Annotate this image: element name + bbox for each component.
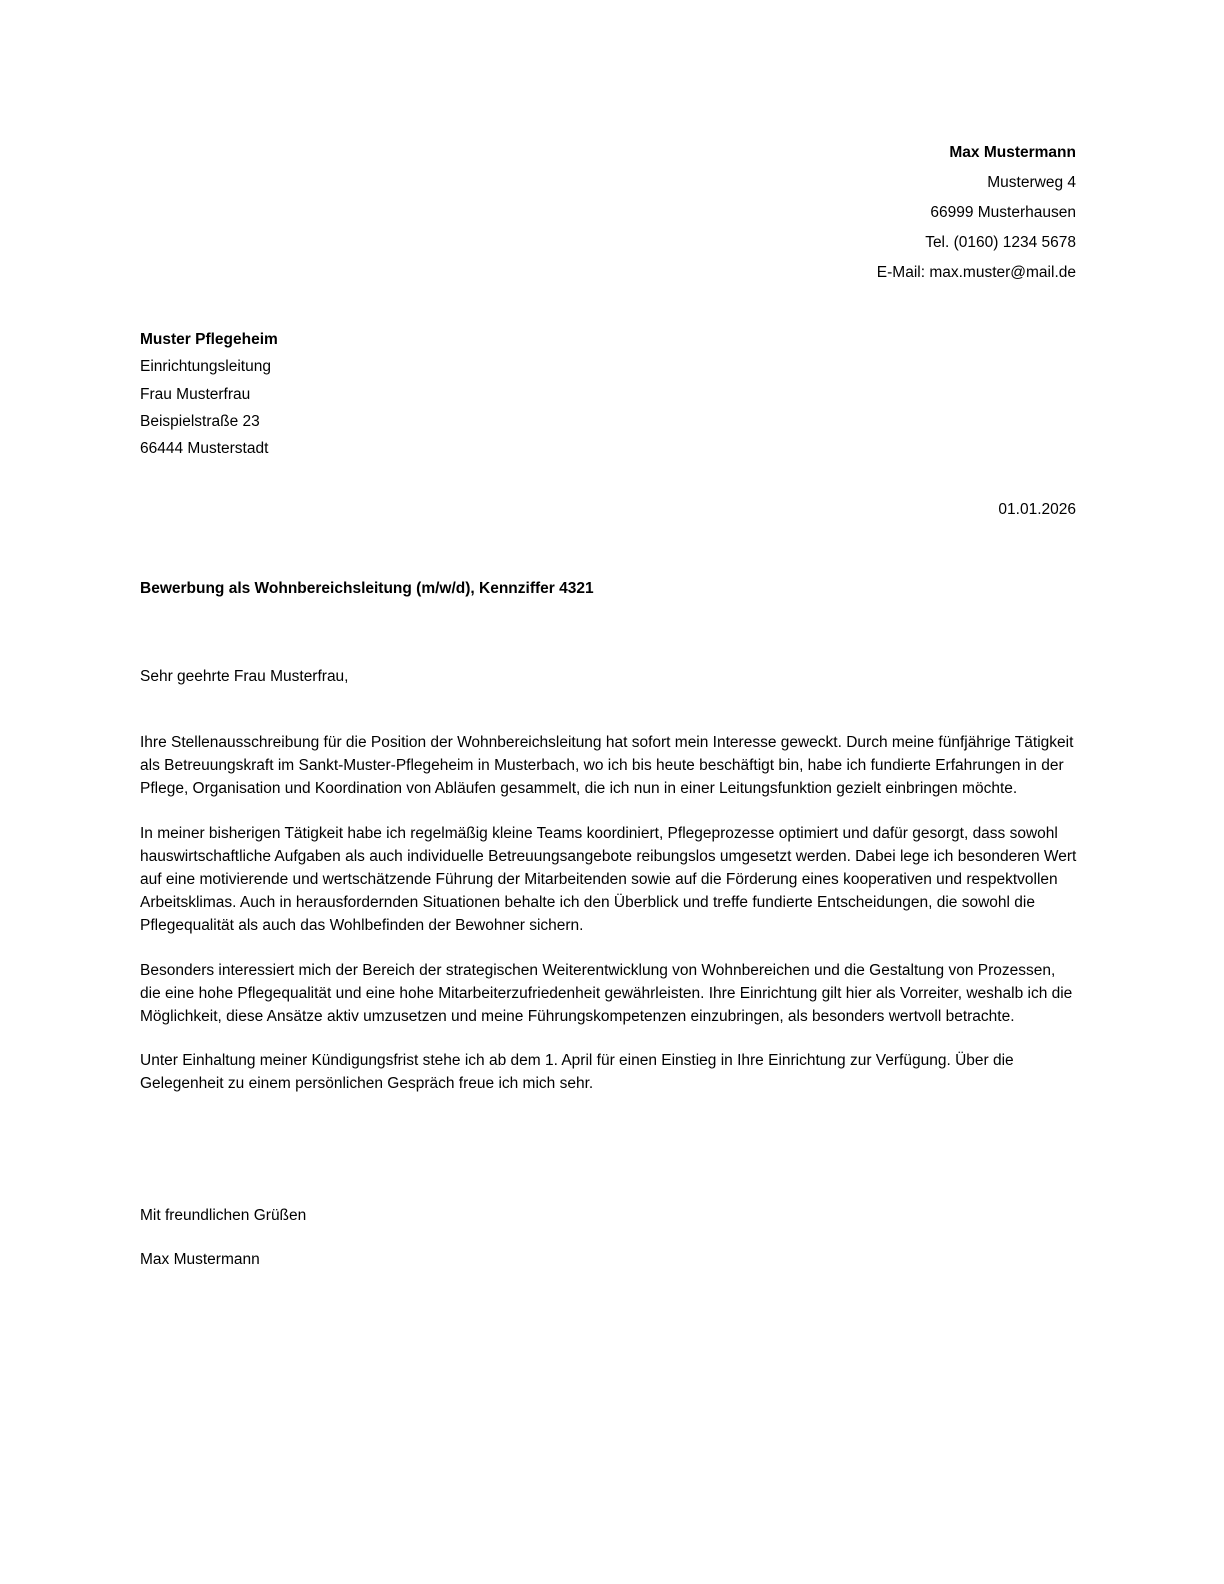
sender-phone: Tel. (0160) 1234 5678 (925, 234, 1076, 251)
letter-salutation: Sehr geehrte Frau Musterfrau, (140, 668, 349, 685)
body-paragraph-2: In meiner bisherigen Tätigkeit habe ich regelmäßig kleine Teams koordiniert, Pflegeprozesse optimiert und dafür gesorgt, dass sowohl hauswirtschaftliche Aufgaben als auch individuelle Betreuungsangebote reibungslos umgesetzt werden. Dabei lege ich besonderen Wert auf eine motivierende und wertschätzende Führung der Mitarbeitenden sowie auf die Förderung eines kooperativen und respektvollen Arbeitsklimas. Auch in herausfordernden Situationen behalte ich den Überblick und treffe fundierte Entscheidungen, die sowohl die Pflegequalität als auch das Wohlbefinden der Bewohner sichern. (140, 824, 1077, 935)
body-paragraph-3: Besonders interessiert mich der Bereich der strategischen Weiterentwicklung von Wohnbereichen und die Gestaltung von Prozessen, die eine hohe Pflegequalität und eine hohe Mitarbeiterzufriedenheit gewährleisten. Ihre Einrichtung gilt hier als Vorreiter, weshalb ich die Möglichkeit, diese Ansätze aktiv umzusetzen und meine Führungskompetenzen einzubringen, als besonders wertvoll betrachte. (140, 961, 1073, 1026)
recipient-city: 66444 Musterstadt (140, 440, 269, 458)
signature-name: Max Mustermann (140, 1251, 260, 1269)
body-paragraph-1: Ihre Stellenausschreibung für die Position der Wohnbereichsleitung hat sofort mein Interesse geweckt. Durch meine fünfjährige Tätigkeit als Betreuungskraft im Sankt-Muster-Pflegeheim in Musterbach, wo ich bis heute beschäftigt bin, habe ich fundierte Erfahrungen in der Pflege, Organisation und Koordination von Abläufen gesammelt, die ich nun in einer Leitungsfunktion gezielt einbringen möchte. (140, 734, 1074, 798)
sender-name: Max Mustermann (949, 144, 1076, 161)
recipient-contact-person: Frau Musterfrau (140, 385, 251, 403)
recipient-street: Beispielstraße 23 (140, 412, 260, 430)
body-paragraph-4: Unter Einhaltung meiner Kündigungsfrist stehe ich ab dem 1. April für einen Einstieg in Ihre Einrichtung zur Verfügung. Über die Gelegenheit zu einem persönlichen Gespräch freue ich mich sehr. (140, 1052, 1014, 1093)
sender-address-block (640, 138, 1076, 288)
letter-date: 01.01.2026 (998, 501, 1076, 518)
sender-street: Musterweg 4 (987, 174, 1076, 191)
closing-phrase: Mit freundlichen Grüßen (140, 1207, 307, 1224)
sender-city: 66999 Musterhausen (930, 204, 1076, 221)
recipient-organization: Muster Pflegeheim (140, 331, 278, 348)
letter-body (140, 731, 1077, 1096)
recipient-department: Einrichtungsleitung (140, 358, 271, 376)
letter-closing (140, 1204, 1076, 1271)
recipient-address-block (140, 326, 660, 462)
sender-email: E-Mail: max.muster@mail.de (876, 264, 1076, 281)
letter-subject: Bewerbung als Wohnbereichsleitung (m/w/d), Kennziffer 4321 (140, 580, 594, 597)
